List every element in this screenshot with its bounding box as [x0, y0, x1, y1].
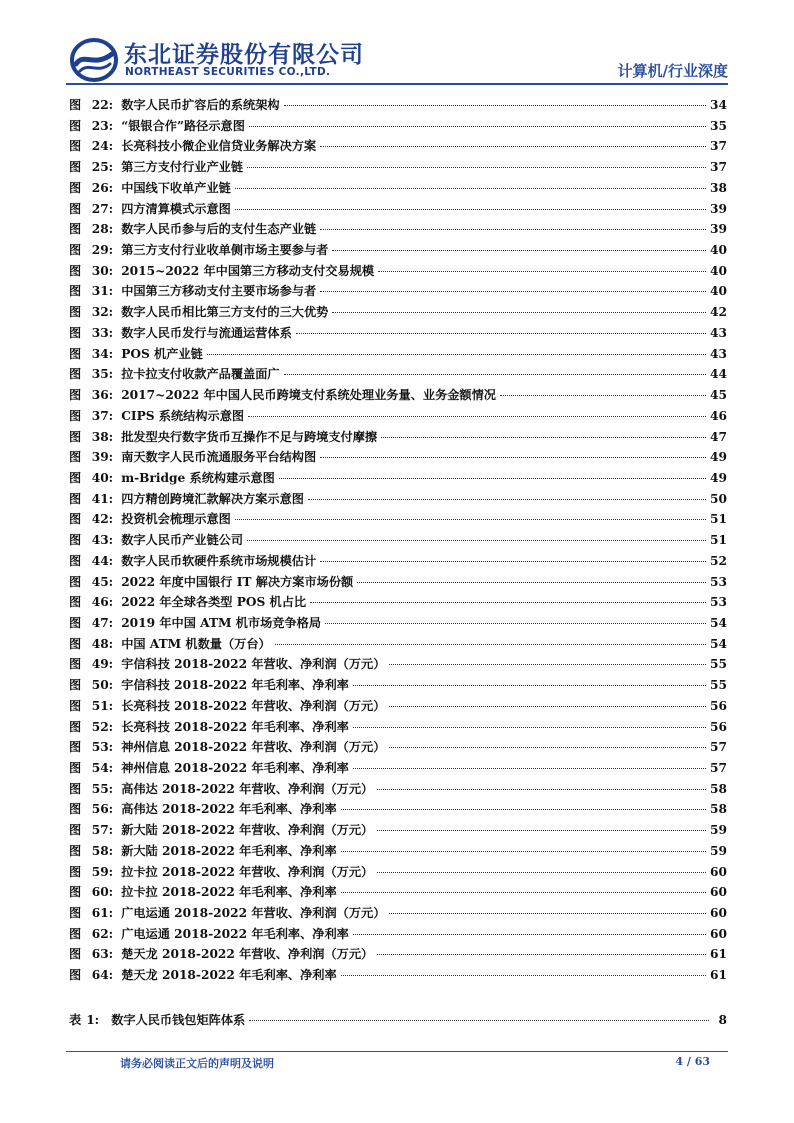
- entry-title: 中国 ATM 机数量（万台）: [121, 636, 271, 651]
- entry-prefix: 图: [69, 180, 82, 195]
- entry-page-number: 55: [710, 678, 727, 693]
- entry-page-number: 42: [710, 305, 727, 320]
- entry-page-number: 35: [710, 118, 727, 133]
- entry-number: 60:: [91, 885, 114, 900]
- dot-leader: [332, 312, 706, 313]
- entry-number: 57:: [91, 823, 114, 838]
- entry-page-number: 39: [710, 222, 727, 237]
- entry-page-number: 57: [710, 740, 727, 755]
- dot-leader: [353, 727, 706, 728]
- footer-divider: [66, 1051, 728, 1052]
- entry-page-number: 60: [710, 926, 727, 941]
- figure-toc-entry[interactable]: [69, 179, 727, 200]
- entry-title: 神州信息 2018-2022 年毛利率、净利率: [121, 761, 349, 775]
- entry-page-number: 40: [710, 263, 727, 278]
- company-name-cn: 东北证券股份有限公司: [124, 42, 364, 68]
- entry-title: 高伟达 2018-2022 年营收、净利润（万元）: [121, 781, 374, 796]
- dot-leader: [296, 333, 706, 334]
- entry-page-number: 49: [710, 470, 727, 485]
- entry-title: 拉卡拉 2018-2022 年毛利率、净利率: [121, 885, 337, 900]
- entry-prefix: 图: [69, 595, 82, 610]
- entry-prefix: 图: [69, 947, 82, 962]
- dot-leader: [284, 105, 706, 106]
- entry-page-number: 43: [710, 325, 727, 340]
- entry-prefix: 图: [69, 698, 82, 713]
- figure-list: [69, 96, 727, 987]
- figure-toc-entry[interactable]: [69, 407, 727, 428]
- northeast-securities-logo-icon: [70, 38, 118, 82]
- figure-toc-entry[interactable]: [69, 490, 727, 511]
- entry-prefix: 图: [69, 450, 82, 465]
- dot-leader: [377, 830, 706, 831]
- entry-number: 59:: [91, 864, 114, 879]
- entry-page-number: 54: [710, 636, 727, 651]
- entry-title: 批发型央行数字货币互操作不足与跨境支付摩擦: [121, 429, 378, 444]
- dot-leader: [235, 188, 706, 189]
- entry-number: 55:: [91, 781, 114, 796]
- dot-leader: [249, 1020, 709, 1021]
- entry-title: 数字人民币相比第三方支付的三大优势: [121, 305, 329, 320]
- dot-leader: [325, 623, 706, 624]
- figure-toc-entry[interactable]: [69, 510, 727, 531]
- entry-prefix: 图: [69, 615, 82, 630]
- entry-title: 数字人民币软硬件系统市场规模估计: [121, 553, 317, 568]
- dot-leader: [341, 892, 706, 893]
- company-name-en: NORTHEAST SECURITIES CO.,LTD.: [125, 66, 331, 78]
- figure-toc-entry[interactable]: [69, 324, 727, 345]
- page-number: 4 / 63: [675, 1055, 710, 1068]
- dot-leader: [353, 768, 706, 769]
- dot-leader: [378, 271, 706, 272]
- figure-toc-entry[interactable]: [69, 241, 727, 262]
- entry-page-number: 37: [710, 139, 727, 154]
- dot-leader: [310, 602, 706, 603]
- dot-leader: [357, 582, 706, 583]
- entry-page-number: 53: [710, 595, 727, 610]
- entry-page-number: 53: [710, 574, 727, 589]
- entry-prefix: 图: [69, 325, 82, 340]
- figure-toc-entry[interactable]: [69, 821, 727, 842]
- entry-page-number: 56: [710, 698, 727, 713]
- entry-page-number: 58: [710, 802, 727, 817]
- entry-title: 新大陆 2018-2022 年毛利率、净利率: [121, 843, 337, 858]
- figure-toc-entry[interactable]: [69, 428, 727, 449]
- footer-disclaimer: 请务必阅读正文后的声明及说明: [120, 1057, 274, 1070]
- entry-prefix: 图: [69, 263, 82, 278]
- table-toc-entry[interactable]: [69, 1011, 727, 1032]
- dot-leader: [279, 478, 706, 479]
- entry-prefix: 图: [69, 740, 82, 755]
- figure-toc-entry[interactable]: [69, 614, 727, 635]
- dot-leader: [308, 499, 706, 500]
- entry-number: 51:: [91, 698, 114, 713]
- figure-toc-entry[interactable]: [69, 262, 727, 283]
- entry-number: 36:: [91, 388, 114, 403]
- entry-title: 投资机会梳理示意图: [121, 512, 231, 527]
- figure-toc-entry[interactable]: [69, 800, 727, 821]
- entry-page-number: 59: [710, 823, 727, 838]
- entry-number: 50:: [91, 678, 114, 693]
- entry-number: 42:: [91, 512, 114, 527]
- entry-number: 35:: [91, 367, 114, 382]
- entry-title: 宇信科技 2018-2022 年营收、净利润（万元）: [121, 657, 386, 672]
- entry-prefix: 图: [69, 139, 82, 154]
- figure-toc-entry[interactable]: [69, 718, 727, 739]
- entry-page-number: 46: [710, 408, 727, 423]
- entry-title: 2022 年度中国银行 IT 解决方案市场份额: [121, 574, 354, 589]
- entry-prefix: 图: [69, 678, 82, 693]
- dot-leader: [248, 416, 706, 417]
- entry-title: 神州信息 2018-2022 年营收、净利润（万元）: [121, 740, 386, 755]
- entry-prefix: 图: [69, 968, 82, 983]
- entry-page-number: 40: [710, 284, 727, 299]
- entry-prefix: 图: [69, 243, 82, 258]
- page-header: [0, 0, 794, 86]
- entry-number: 24:: [91, 139, 114, 154]
- entry-number: 31:: [91, 284, 114, 299]
- figure-toc-entry[interactable]: [69, 96, 727, 117]
- entry-number: 56:: [91, 802, 114, 817]
- figure-toc-entry[interactable]: [69, 200, 727, 221]
- entry-number: 52:: [91, 719, 114, 734]
- entry-prefix: 图: [69, 823, 82, 838]
- entry-title: 数字人民币发行与流通运营体系: [121, 325, 292, 340]
- entry-page-number: 37: [710, 160, 727, 175]
- entry-title: 广电运通 2018-2022 年毛利率、净利率: [121, 926, 349, 941]
- entry-page-number: 51: [710, 512, 727, 527]
- entry-number: 27:: [91, 201, 114, 216]
- figure-toc-entry[interactable]: [69, 158, 727, 179]
- figure-toc-entry[interactable]: [69, 531, 727, 552]
- entry-title: 数字人民币钱包矩阵体系: [111, 1013, 246, 1027]
- entry-page-number: 59: [710, 843, 727, 858]
- entry-number: 26:: [91, 180, 114, 195]
- entry-prefix: 图: [69, 388, 82, 403]
- dot-leader: [284, 374, 706, 375]
- entry-page-number: 51: [710, 533, 727, 548]
- entry-prefix: 图: [69, 118, 82, 133]
- dot-leader: [235, 209, 706, 210]
- entry-number: 38:: [91, 429, 114, 444]
- figure-toc-entry[interactable]: [69, 925, 727, 946]
- entry-page-number: 47: [710, 429, 727, 444]
- entry-title: 2022 年全球各类型 POS 机占比: [121, 595, 307, 610]
- entry-number: 47:: [91, 615, 114, 630]
- entry-page-number: 49: [710, 450, 727, 465]
- entry-prefix: 图: [69, 906, 82, 921]
- entry-page-number: 55: [710, 657, 727, 672]
- entry-number: 62:: [91, 926, 114, 941]
- dot-leader: [377, 872, 706, 873]
- entry-prefix: 图: [69, 160, 82, 175]
- entry-page-number: 8: [718, 1013, 727, 1027]
- entry-number: 54:: [91, 761, 114, 775]
- figure-toc-entry[interactable]: [69, 345, 727, 366]
- entry-page-number: 54: [710, 615, 727, 630]
- entry-title: POS 机产业链: [121, 346, 203, 361]
- dot-leader: [249, 126, 706, 127]
- entry-title: 拉卡拉支付收款产品覆盖面广: [121, 367, 280, 382]
- entry-title: 四方清算模式示意图: [121, 201, 231, 216]
- report-section-title: 计算机/行业深度: [617, 62, 728, 80]
- entry-number: 23:: [91, 118, 114, 133]
- dot-leader: [377, 954, 706, 955]
- entry-number: 63:: [91, 947, 114, 962]
- entry-page-number: 56: [710, 719, 727, 734]
- entry-prefix: 图: [69, 533, 82, 548]
- entry-number: 33:: [91, 325, 114, 340]
- dot-leader: [247, 540, 706, 541]
- entry-prefix: 图: [69, 657, 82, 672]
- entry-title: m-Bridge 系统构建示意图: [121, 470, 275, 485]
- entry-page-number: 58: [710, 781, 727, 796]
- entry-number: 1:: [86, 1013, 100, 1027]
- entry-prefix: 图: [69, 885, 82, 900]
- entry-number: 32:: [91, 305, 114, 320]
- figure-toc-entry[interactable]: [69, 220, 727, 241]
- header-divider: [66, 83, 728, 85]
- entry-title: CIPS 系统结构示意图: [121, 408, 245, 423]
- dot-leader: [341, 975, 706, 976]
- entry-prefix: 图: [69, 346, 82, 361]
- figure-toc-entry[interactable]: [69, 945, 727, 966]
- entry-title: “银银合作”路径示意图: [121, 118, 245, 133]
- entry-title: 长亮科技小微企业信贷业务解决方案: [121, 139, 317, 154]
- entry-number: 28:: [91, 222, 114, 237]
- dot-leader: [207, 354, 706, 355]
- figure-toc-entry[interactable]: [69, 842, 727, 863]
- figure-toc-entry[interactable]: [69, 883, 727, 904]
- entry-prefix: 图: [69, 305, 82, 320]
- figure-toc-entry[interactable]: [69, 697, 727, 718]
- dot-leader: [320, 457, 706, 458]
- figure-toc-entry[interactable]: [69, 593, 727, 614]
- entry-page-number: 57: [710, 761, 727, 775]
- dot-leader: [353, 934, 706, 935]
- entry-title: 数字人民币产业链公司: [121, 533, 244, 548]
- entry-prefix: 图: [69, 719, 82, 734]
- entry-number: 41:: [91, 491, 114, 506]
- entry-number: 58:: [91, 843, 114, 858]
- entry-prefix: 图: [69, 864, 82, 879]
- entry-number: 37:: [91, 408, 114, 423]
- figure-toc-entry[interactable]: [69, 655, 727, 676]
- dot-leader: [341, 851, 706, 852]
- entry-title: 宇信科技 2018-2022 年毛利率、净利率: [121, 678, 349, 693]
- entry-prefix: 图: [69, 926, 82, 941]
- entry-prefix: 图: [69, 367, 82, 382]
- figure-toc-entry[interactable]: [69, 635, 727, 656]
- figure-toc-entry[interactable]: [69, 365, 727, 386]
- entry-title: 中国线下收单产业链: [121, 180, 231, 195]
- dot-leader: [381, 437, 706, 438]
- entry-page-number: 60: [710, 906, 727, 921]
- dot-leader: [320, 146, 706, 147]
- entry-title: 拉卡拉 2018-2022 年营收、净利润（万元）: [121, 864, 374, 879]
- dot-leader: [320, 561, 706, 562]
- entry-prefix: 图: [69, 222, 82, 237]
- entry-prefix: 图: [69, 98, 82, 112]
- entry-number: 46:: [91, 595, 114, 610]
- entry-page-number: 40: [710, 243, 727, 258]
- figure-toc-entry[interactable]: [69, 282, 727, 303]
- figure-toc-entry[interactable]: [69, 863, 727, 884]
- entry-title: 2017~2022 年中国人民币跨境支付系统处理业务量、业务金额情况: [121, 388, 496, 403]
- dot-leader: [353, 685, 706, 686]
- entry-prefix: 图: [69, 470, 82, 485]
- entry-title: 楚天龙 2018-2022 年毛利率、净利率: [121, 968, 337, 983]
- figure-toc-entry[interactable]: [69, 137, 727, 158]
- dot-leader: [275, 644, 706, 645]
- entry-number: 40:: [91, 470, 114, 485]
- figure-toc-entry[interactable]: [69, 676, 727, 697]
- figure-toc-entry[interactable]: [69, 904, 727, 925]
- figure-toc-entry[interactable]: [69, 469, 727, 490]
- figure-toc-entry[interactable]: [69, 552, 727, 573]
- entry-number: 61:: [91, 906, 114, 921]
- entry-title: 高伟达 2018-2022 年毛利率、净利率: [121, 802, 337, 817]
- entry-prefix: 图: [69, 284, 82, 299]
- entry-prefix: 图: [69, 512, 82, 527]
- entry-page-number: 39: [710, 201, 727, 216]
- entry-prefix: 图: [69, 843, 82, 858]
- entry-number: 44:: [91, 553, 114, 568]
- entry-page-number: 43: [710, 346, 727, 361]
- entry-title: 第三方支付行业收单侧市场主要参与者: [121, 243, 329, 258]
- entry-prefix: 图: [69, 408, 82, 423]
- dot-leader: [341, 809, 706, 810]
- figure-toc-entry[interactable]: [69, 738, 727, 759]
- entry-page-number: 52: [710, 553, 727, 568]
- entry-title: 第三方支付行业产业链: [121, 160, 244, 175]
- entry-page-number: 34: [710, 98, 727, 112]
- entry-title: 楚天龙 2018-2022 年营收、净利润（万元）: [121, 947, 374, 962]
- entry-title: 新大陆 2018-2022 年营收、净利润（万元）: [121, 823, 374, 838]
- table-list: [69, 1011, 727, 1032]
- entry-page-number: 50: [710, 491, 727, 506]
- entry-title: 长亮科技 2018-2022 年毛利率、净利率: [121, 719, 349, 734]
- entry-number: 49:: [91, 657, 114, 672]
- entry-prefix: 图: [69, 429, 82, 444]
- figure-toc-entry[interactable]: [69, 573, 727, 594]
- entry-page-number: 45: [710, 388, 727, 403]
- entry-prefix: 图: [69, 781, 82, 796]
- figure-toc-entry[interactable]: [69, 780, 727, 801]
- entry-number: 53:: [91, 740, 114, 755]
- entry-prefix: 图: [69, 553, 82, 568]
- entry-prefix: 图: [69, 761, 82, 775]
- entry-page-number: 44: [710, 367, 727, 382]
- entry-number: 39:: [91, 450, 114, 465]
- dot-leader: [389, 747, 706, 748]
- entry-title: 广电运通 2018-2022 年营收、净利润（万元）: [121, 906, 386, 921]
- entry-page-number: 60: [710, 885, 727, 900]
- entry-prefix: 图: [69, 802, 82, 817]
- dot-leader: [320, 229, 706, 230]
- dot-leader: [389, 913, 706, 914]
- entry-prefix: 图: [69, 201, 82, 216]
- figure-toc-entry[interactable]: [69, 303, 727, 324]
- entry-title: 2015~2022 年中国第三方移动支付交易规模: [121, 263, 375, 278]
- entry-title: 中国第三方移动支付主要市场参与者: [121, 284, 317, 299]
- dot-leader: [320, 291, 706, 292]
- entry-prefix: 图: [69, 636, 82, 651]
- entry-prefix: 图: [69, 574, 82, 589]
- dot-leader: [389, 706, 706, 707]
- entry-title: 南天数字人民币流通服务平台结构图: [121, 450, 317, 465]
- dot-leader: [332, 250, 706, 251]
- entry-number: 22:: [91, 98, 114, 112]
- entry-title: 2019 年中国 ATM 机市场竞争格局: [121, 615, 322, 630]
- entry-number: 48:: [91, 636, 114, 651]
- entry-title: 数字人民币参与后的支付生态产业链: [121, 222, 317, 237]
- entry-page-number: 38: [710, 180, 727, 195]
- entry-number: 34:: [91, 346, 114, 361]
- dot-leader: [377, 789, 706, 790]
- entry-number: 30:: [91, 263, 114, 278]
- entry-number: 25:: [91, 160, 114, 175]
- figure-toc-entry[interactable]: [69, 448, 727, 469]
- entry-title: 数字人民币扩容后的系统架构: [121, 98, 280, 112]
- figure-toc-entry[interactable]: [69, 117, 727, 138]
- dot-leader: [389, 664, 706, 665]
- entry-number: 43:: [91, 533, 114, 548]
- entry-page-number: 61: [710, 947, 727, 962]
- dot-leader: [235, 519, 706, 520]
- dot-leader: [247, 167, 706, 168]
- entry-number: 64:: [91, 968, 114, 983]
- entry-prefix: 图: [69, 491, 82, 506]
- entry-number: 45:: [91, 574, 114, 589]
- figure-toc-entry[interactable]: [69, 386, 727, 407]
- dot-leader: [500, 395, 706, 396]
- entry-page-number: 61: [710, 968, 727, 983]
- entry-number: 29:: [91, 243, 114, 258]
- entry-title: 长亮科技 2018-2022 年营收、净利润（万元）: [121, 698, 386, 713]
- entry-prefix: 表: [69, 1013, 82, 1027]
- entry-title: 四方精创跨境汇款解决方案示意图: [121, 491, 304, 506]
- figure-toc-entry[interactable]: [69, 759, 727, 780]
- entry-page-number: 60: [710, 864, 727, 879]
- figure-toc-entry[interactable]: [69, 966, 727, 987]
